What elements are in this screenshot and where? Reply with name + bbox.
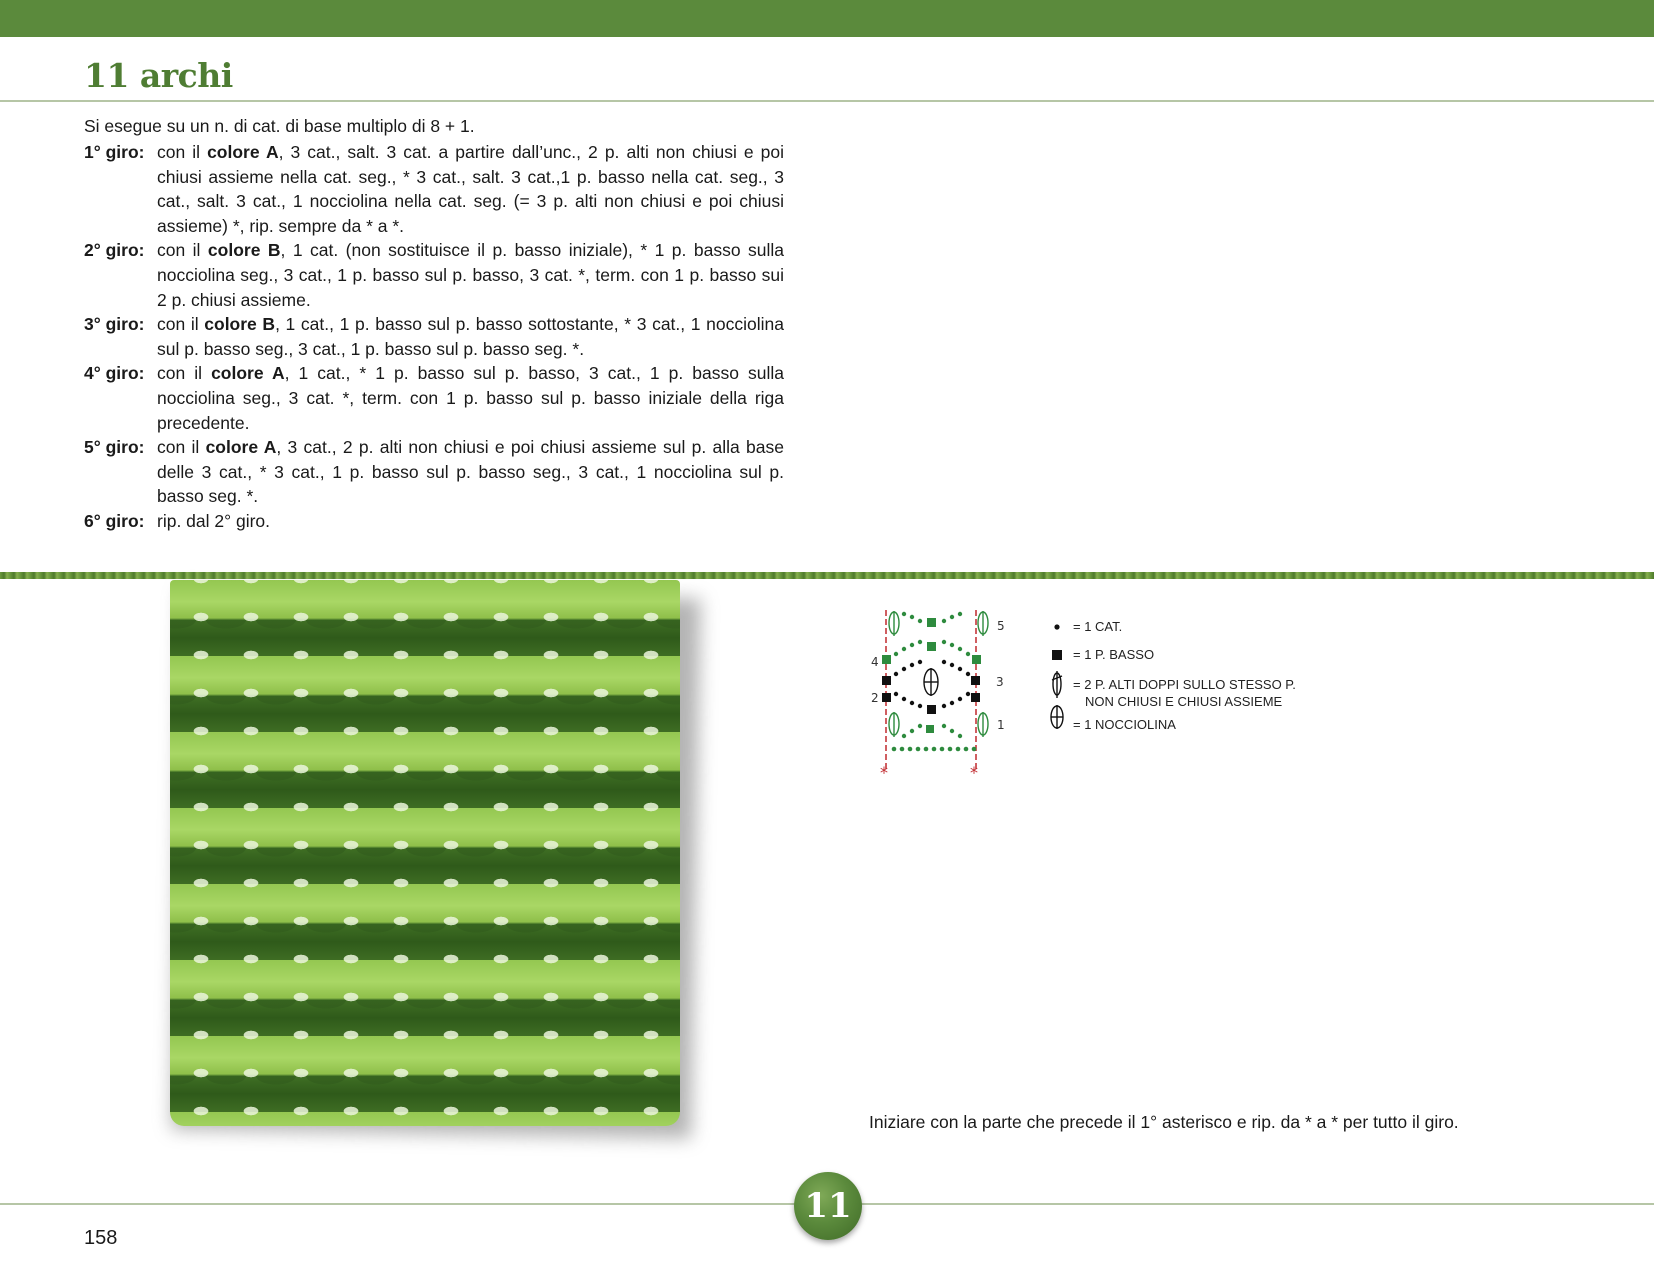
step-row — [84, 140, 784, 238]
step-text-post: , 1 cat., * 1 p. basso sul p. basso, 3 cat., 1 p. basso sulla nocciolina seg., 3 cat. *, term. con 1 p. basso sul p. basso iniziale della riga precedente. — [157, 363, 785, 433]
step-color-name: colore A — [207, 142, 279, 162]
step-label: 5° giro: — [84, 437, 145, 458]
step-label: 3° giro: — [84, 314, 145, 335]
row-number: 3 — [996, 675, 1004, 689]
row-number: 4 — [871, 655, 879, 669]
row-number: 1 — [997, 718, 1005, 732]
step-text-post: , 3 cat., 2 p. alti non chiusi e poi chiusi assieme sul p. alla base delle 3 cat., * 3 cat., 1 p. basso sul p. basso seg., 3 cat., 1 nocciolina sul p. basso seg. *. — [157, 437, 784, 507]
row-number: 5 — [997, 619, 1005, 633]
step-text-pre: con il — [157, 314, 205, 335]
cluster-icon — [1052, 671, 1062, 698]
step-text-pre: con il — [157, 142, 208, 162]
page-title: 11 archi — [84, 56, 233, 95]
start-instruction-note: Iniziare con la parte che precede il 1° asterisco e rip. da * a * per tutto il giro. — [869, 1112, 1459, 1132]
step-row — [84, 238, 784, 312]
step-color-name: colore A — [205, 437, 277, 458]
step-row — [84, 312, 784, 361]
step-text-post: , 1 cat., 1 p. basso sul p. basso sottostante, * 3 cat., 1 nocciolina sul p. basso seg., 3 cat., 1 p. basso sul p. basso seg. *. — [157, 314, 784, 359]
crochet-swatch-photo — [170, 580, 680, 1126]
step-text — [157, 238, 784, 312]
step-text-post: , 1 cat. (non sostituisce il p. basso iniziale), * 1 p. basso sulla nocciolina seg., 3 cat., 1 p. basso sul p. basso, 3 cat. *, term. con 1 p. basso sui 2 p. chiusi assieme. — [157, 240, 784, 310]
puff-stitch-icon — [1051, 705, 1063, 729]
puff-stitch-icon — [924, 668, 938, 696]
step-color-name: colore A — [211, 363, 285, 384]
swatch-openwork — [170, 580, 680, 1126]
step-color-name: colore B — [207, 240, 281, 261]
legend-cluster: = 2 P. ALTI DOPPI SULLO STESSO P. — [1073, 677, 1296, 692]
row-number: 2 — [871, 691, 879, 705]
repeat-mark-right: * — [970, 763, 978, 779]
row-4-5-stitches — [882, 612, 981, 664]
step-text-pre: con il — [157, 363, 212, 384]
page-number: 158 — [84, 1227, 118, 1249]
legend-symbols — [1046, 618, 1068, 730]
step-row — [84, 509, 784, 534]
row-1-arch — [902, 724, 962, 738]
legend-single-crochet: = 1 P. BASSO — [1073, 647, 1155, 662]
step-label: 2° giro: — [84, 240, 145, 261]
step-row — [84, 361, 784, 435]
badge-number: 11 — [804, 1186, 852, 1226]
yarn-strand — [0, 572, 1654, 579]
repeat-mark-left: * — [880, 763, 888, 779]
cluster-icon — [889, 712, 988, 737]
step-text — [157, 435, 784, 509]
step-text-pre: con il — [157, 240, 208, 261]
legend-chain: = 1 CAT. — [1073, 619, 1123, 634]
step-text-pre: con il — [157, 437, 206, 458]
pattern-number-badge — [794, 1172, 862, 1240]
step-text — [157, 312, 784, 361]
single-crochet-square-icon — [1052, 650, 1062, 660]
step-text-pre: rip. dal 2° giro. — [157, 510, 271, 531]
step-label: 6° giro: — [84, 510, 145, 531]
step-label: 1° giro: — [84, 142, 145, 162]
legend-puff: = 1 NOCCIOLINA — [1073, 717, 1176, 732]
chain-dot-icon — [1054, 624, 1059, 629]
top-color-bar — [0, 0, 1654, 37]
title-divider — [0, 100, 1654, 102]
step-text — [157, 509, 784, 534]
step-row — [84, 435, 784, 509]
step-text-post: , 3 cat., salt. 3 cat. a partire dall’unc., 2 p. alti non chiusi e poi chiusi assieme nella cat. seg., * 3 cat., salt. 3 cat.,1 p. basso nella cat. seg., 3 cat., salt. 3 cat., 1 nocciolina nella cat. seg. (= 3 p. alti non chiusi e poi chiusi assieme) *, rip. sempre da * a *. — [157, 142, 784, 236]
instruction-steps — [84, 140, 784, 534]
intro-text: Si esegue su un n. di cat. di base multiplo di 8 + 1. — [84, 116, 475, 136]
stitch-chart-diagram — [864, 604, 1014, 779]
step-text — [157, 361, 784, 435]
step-color-name: colore B — [204, 314, 276, 335]
legend-cluster-line2: NON CHIUSI E CHIUSI ASSIEME — [1085, 694, 1283, 709]
step-text — [157, 140, 784, 238]
step-label: 4° giro: — [84, 363, 145, 384]
row-1-chain — [892, 747, 977, 752]
